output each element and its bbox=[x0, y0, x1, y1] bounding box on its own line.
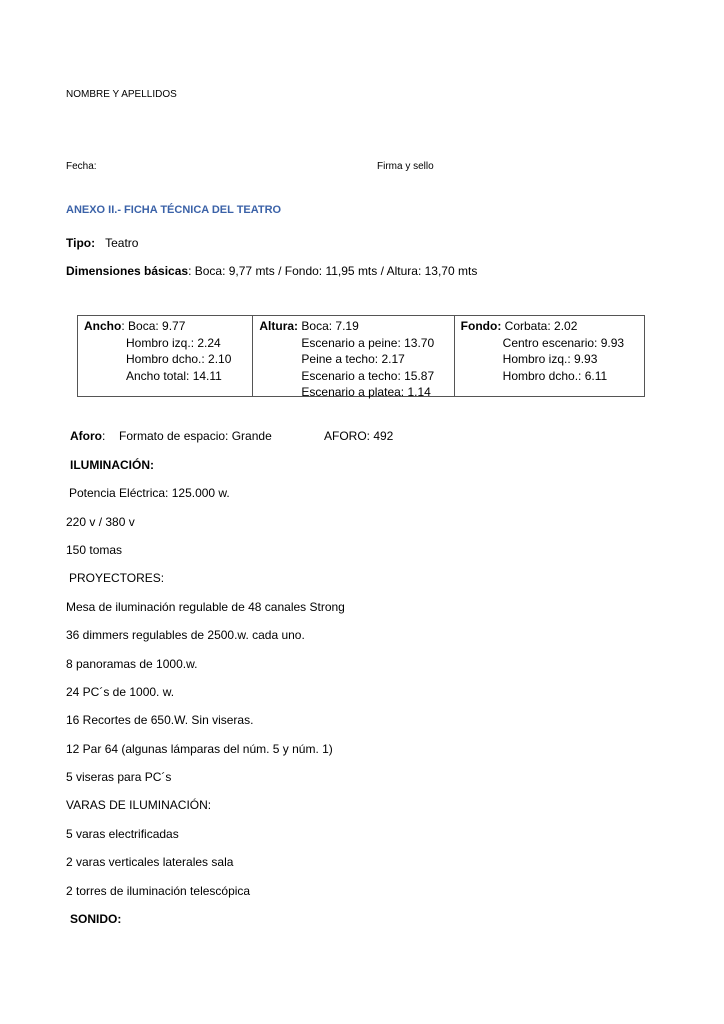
aforo-label: Aforo bbox=[70, 429, 102, 443]
ancho-header bbox=[84, 318, 252, 335]
annex-title: ANEXO II.- FICHA TÉCNICA DEL TEATRO bbox=[66, 204, 282, 216]
altura-first: Boca: 7.19 bbox=[298, 319, 359, 333]
altura-label: Altura: bbox=[259, 319, 299, 333]
list-item: 12 Par 64 (algunas lámparas del núm. 5 y núm. 1) bbox=[66, 742, 333, 756]
tipo-line bbox=[66, 236, 138, 250]
tomas-line: 150 tomas bbox=[66, 543, 123, 557]
signature-label: Firma y sello bbox=[377, 161, 434, 172]
ancho-label: Ancho bbox=[84, 319, 122, 333]
date-label: Fecha: bbox=[66, 161, 97, 172]
ancho-first: : Boca: 9.77 bbox=[121, 319, 186, 333]
list-item: 5 viseras para PC´s bbox=[66, 770, 172, 784]
fondo-header bbox=[461, 318, 644, 335]
dimensions-table bbox=[77, 315, 645, 397]
list-item: 2 torres de iluminación telescópica bbox=[66, 884, 251, 898]
name-label: NOMBRE Y APELLIDOS bbox=[66, 89, 177, 100]
tipo-label: Tipo: bbox=[66, 236, 96, 250]
varas-heading: VARAS DE ILUMINACIÓN: bbox=[66, 798, 212, 812]
list-item: 24 PC´s de 1000. w. bbox=[66, 685, 175, 699]
altura-row: Peine a techo: 2.17 bbox=[301, 352, 405, 366]
list-item: Mesa de iluminación regulable de 48 canales Strong bbox=[66, 600, 345, 614]
voltage-line: 220 v / 380 v bbox=[66, 515, 135, 529]
iluminacion-heading: ILUMINACIÓN: bbox=[70, 458, 154, 472]
list-item: 8 panoramas de 1000.w. bbox=[66, 657, 198, 671]
tipo-value: Teatro bbox=[105, 236, 139, 250]
fondo-label: Fondo: bbox=[460, 319, 502, 333]
fondo-row: Hombro izq.: 9.93 bbox=[502, 352, 598, 366]
ancho-row: Hombro izq.: 2.24 bbox=[126, 335, 221, 350]
dimensions-label: Dimensiones básicas bbox=[66, 264, 189, 278]
ancho-row: Ancho total: 14.11 bbox=[126, 368, 222, 383]
dimensions-line bbox=[66, 264, 477, 278]
fondo-first: Corbata: 2.02 bbox=[501, 319, 578, 333]
dimensions-value: : Boca: 9,77 mts / Fondo: 11,95 mts / Altura: 13,70 mts bbox=[188, 264, 478, 278]
fondo-row: Hombro dcho.: 6.11 bbox=[502, 368, 608, 383]
altura-column bbox=[253, 316, 454, 399]
aforo-capacity: AFORO: 492 bbox=[324, 429, 394, 443]
aforo-line bbox=[70, 429, 105, 443]
altura-header bbox=[259, 318, 453, 335]
potencia-line: Potencia Eléctrica: 125.000 w. bbox=[69, 486, 230, 500]
fondo-row: Centro escenario: 9.93 bbox=[502, 335, 625, 350]
altura-row: Escenario a platea: 1.14 bbox=[301, 385, 431, 399]
ancho-row: Hombro dcho.: 2.10 bbox=[126, 352, 232, 366]
proyectores-heading: PROYECTORES: bbox=[69, 571, 165, 585]
list-item: 5 varas electrificadas bbox=[66, 827, 179, 841]
list-item: 36 dimmers regulables de 2500.w. cada uno. bbox=[66, 628, 305, 642]
altura-row: Escenario a techo: 15.87 bbox=[301, 368, 435, 383]
list-item: 2 varas verticales laterales sala bbox=[66, 855, 234, 869]
aforo-format: Formato de espacio: Grande bbox=[119, 429, 272, 443]
fondo-column bbox=[455, 316, 644, 396]
aforo-colon: : bbox=[102, 429, 106, 443]
list-item: 16 Recortes de 650.W. Sin viseras. bbox=[66, 713, 254, 727]
ancho-column bbox=[78, 316, 253, 396]
altura-row: Escenario a peine: 13.70 bbox=[301, 335, 435, 350]
sonido-heading: SONIDO: bbox=[70, 912, 122, 926]
